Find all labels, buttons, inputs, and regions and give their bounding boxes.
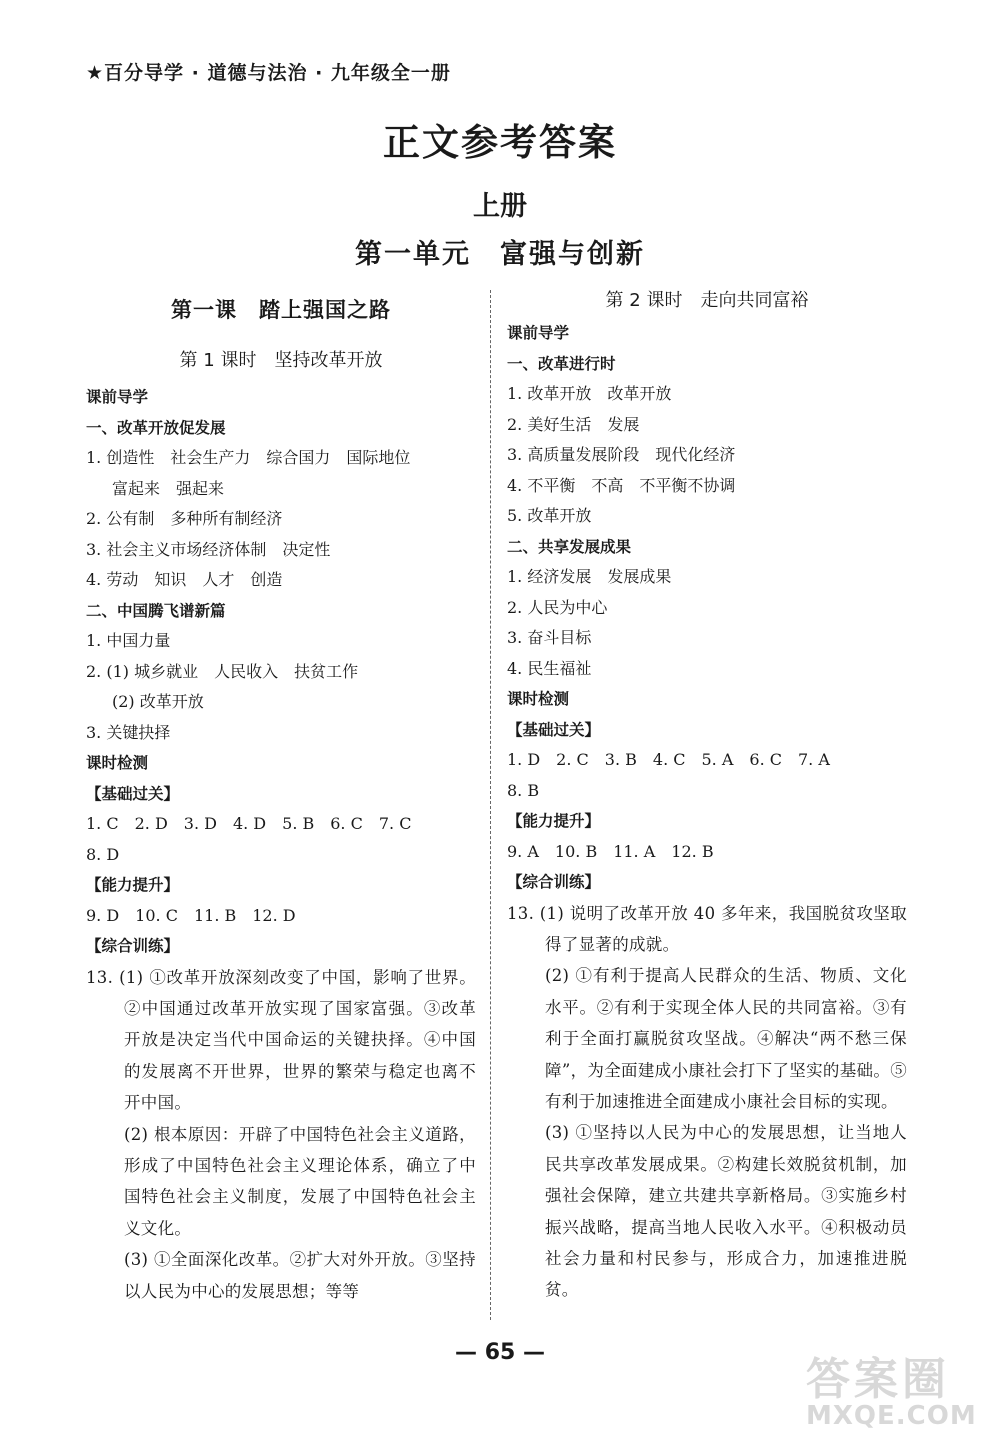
section-label: 【能力提升】 — [86, 876, 180, 894]
answer-line: 1. 经济发展 发展成果 — [507, 567, 672, 586]
watermark-logo-text: 答案圈 — [806, 1354, 950, 1405]
answer-line: 4. 不平衡 不高 不平衡不协调 — [507, 475, 736, 495]
answer-line: (2) 改革开放 — [112, 692, 204, 711]
site-watermark — [806, 1354, 977, 1431]
left-answer-list — [86, 382, 476, 962]
watermark-url: MXQE.COM — [806, 1401, 977, 1431]
section-label: 二、共享发展成果 — [507, 537, 632, 556]
left-column — [86, 286, 476, 1307]
answer-paragraph: (3) ①坚持以人民为中心的发展思想，让当地人民共享改革发展成果。②构建长效脱贫机制，加强社会保障，建立共建共享新格局。③实施乡村振兴战略，提高当地人民收入水平。④积极动员社会力量和村民参与，形成合力，加速推进脱贫。 — [545, 1123, 907, 1300]
answer-paragraph: 13. (1) ①改革开放深刻改变了中国，影响了世界。②中国通过改革开放实现了国家富强。③改革开放是决定当代中国命运的关键抉择。④中国的发展离不开世界，世界的繁荣与稳定也离不开中国。 — [86, 967, 476, 1113]
answer-line: 1. 中国力量 — [86, 631, 171, 650]
page-title: 正文参考答案 — [383, 121, 617, 164]
answer-line: 8. D — [86, 844, 120, 864]
answer-line: 3. 关键抉择 — [86, 722, 171, 742]
answer-line: 5. 改革开放 — [507, 506, 592, 525]
answer-line: 8. B — [507, 780, 540, 800]
answer-line: 3. 高质量发展阶段 现代化经济 — [507, 445, 736, 464]
answer-line: 4. 民生福祉 — [507, 658, 592, 678]
section-label: 二、中国腾飞谱新篇 — [86, 601, 226, 620]
unit-heading: 第一单元 富强与创新 — [355, 239, 645, 270]
section-label: 一、改革进行时 — [507, 354, 616, 373]
left-comprehensive-answers — [86, 962, 476, 1307]
volume-heading: 上册 — [473, 191, 527, 222]
section-label: 【基础过关】 — [507, 720, 601, 739]
answer-paragraph: 13. (1) 说明了改革开放 40 多年来，我国脱贫攻坚取得了显著的成就。 — [507, 903, 907, 954]
answer-line: 9. A 10. B 11. A 12. B — [507, 841, 714, 861]
section-label: 课前导学 — [86, 388, 149, 406]
answer-line: 1. D 2. C 3. B 4. C 5. A 6. C 7. A — [507, 750, 830, 769]
answer-line: 9. D 10. C 11. B 12. D — [86, 905, 296, 925]
answer-line: 2. (1) 城乡就业 人民收入 扶贫工作 — [86, 661, 359, 681]
answer-paragraph: (2) 根本原因：开辟了中国特色社会主义道路，形成了中国特色社会主义理论体系，确立了中国特色社会主义制度，发展了中国特色社会主义文化。 — [124, 1124, 476, 1238]
section-label: 课前导学 — [507, 324, 570, 342]
answer-line: 2. 公有制 多种所有制经济 — [86, 509, 283, 528]
answer-line: 4. 劳动 知识 人才 创造 — [86, 570, 283, 589]
session-heading-2: 第 2 课时 走向共同富裕 — [605, 290, 809, 311]
answer-paragraph: (2) ①有利于提高人民群众的生活、物质、文化水平。②有利于实现全体人民的共同富裕。③有利于全面打赢脱贫攻坚战。④解决“两不愁三保障”，为全面建成小康社会打下了坚实的基础。⑤有利于加速推进全面建成小康社会目标的实现。 — [545, 966, 907, 1111]
section-label: 课时检测 — [507, 690, 570, 708]
right-comprehensive-answers — [507, 898, 907, 1306]
right-answer-list — [507, 318, 907, 898]
section-label: 课时检测 — [86, 754, 149, 772]
answer-line: 1. 创造性 社会生产力 综合国力 国际地位 — [86, 448, 411, 467]
answer-line: 3. 社会主义市场经济体制 决定性 — [86, 539, 331, 559]
page-number: — 65 — — [455, 1340, 545, 1365]
lesson-heading: 第一课 踏上强国之路 — [171, 297, 391, 322]
answer-paragraph: (3) ①全面深化改革。②扩大对外开放。③坚持以人民为中心的发展思想；等等 — [124, 1250, 476, 1301]
running-header: ★百分导学 · 道德与法治 · 九年级全一册 — [86, 62, 451, 84]
answer-line: 富起来 强起来 — [112, 478, 225, 498]
section-label: 【综合训练】 — [507, 873, 601, 891]
right-column — [507, 286, 907, 1306]
answer-line: 2. 人民为中心 — [507, 597, 608, 617]
answer-line: 2. 美好生活 发展 — [507, 414, 640, 434]
answer-line: 1. C 2. D 3. D 4. D 5. B 6. C 7. C — [86, 814, 412, 833]
answer-line: 3. 奋斗目标 — [507, 628, 592, 647]
section-label: 一、改革开放促发展 — [86, 418, 226, 437]
section-label: 【基础过关】 — [86, 784, 180, 803]
session-heading-1: 第 1 课时 坚持改革开放 — [179, 350, 383, 371]
section-label: 【能力提升】 — [507, 812, 601, 830]
section-label: 【综合训练】 — [86, 937, 180, 955]
answer-line: 1. 改革开放 改革开放 — [507, 384, 672, 403]
column-divider — [490, 290, 491, 1320]
